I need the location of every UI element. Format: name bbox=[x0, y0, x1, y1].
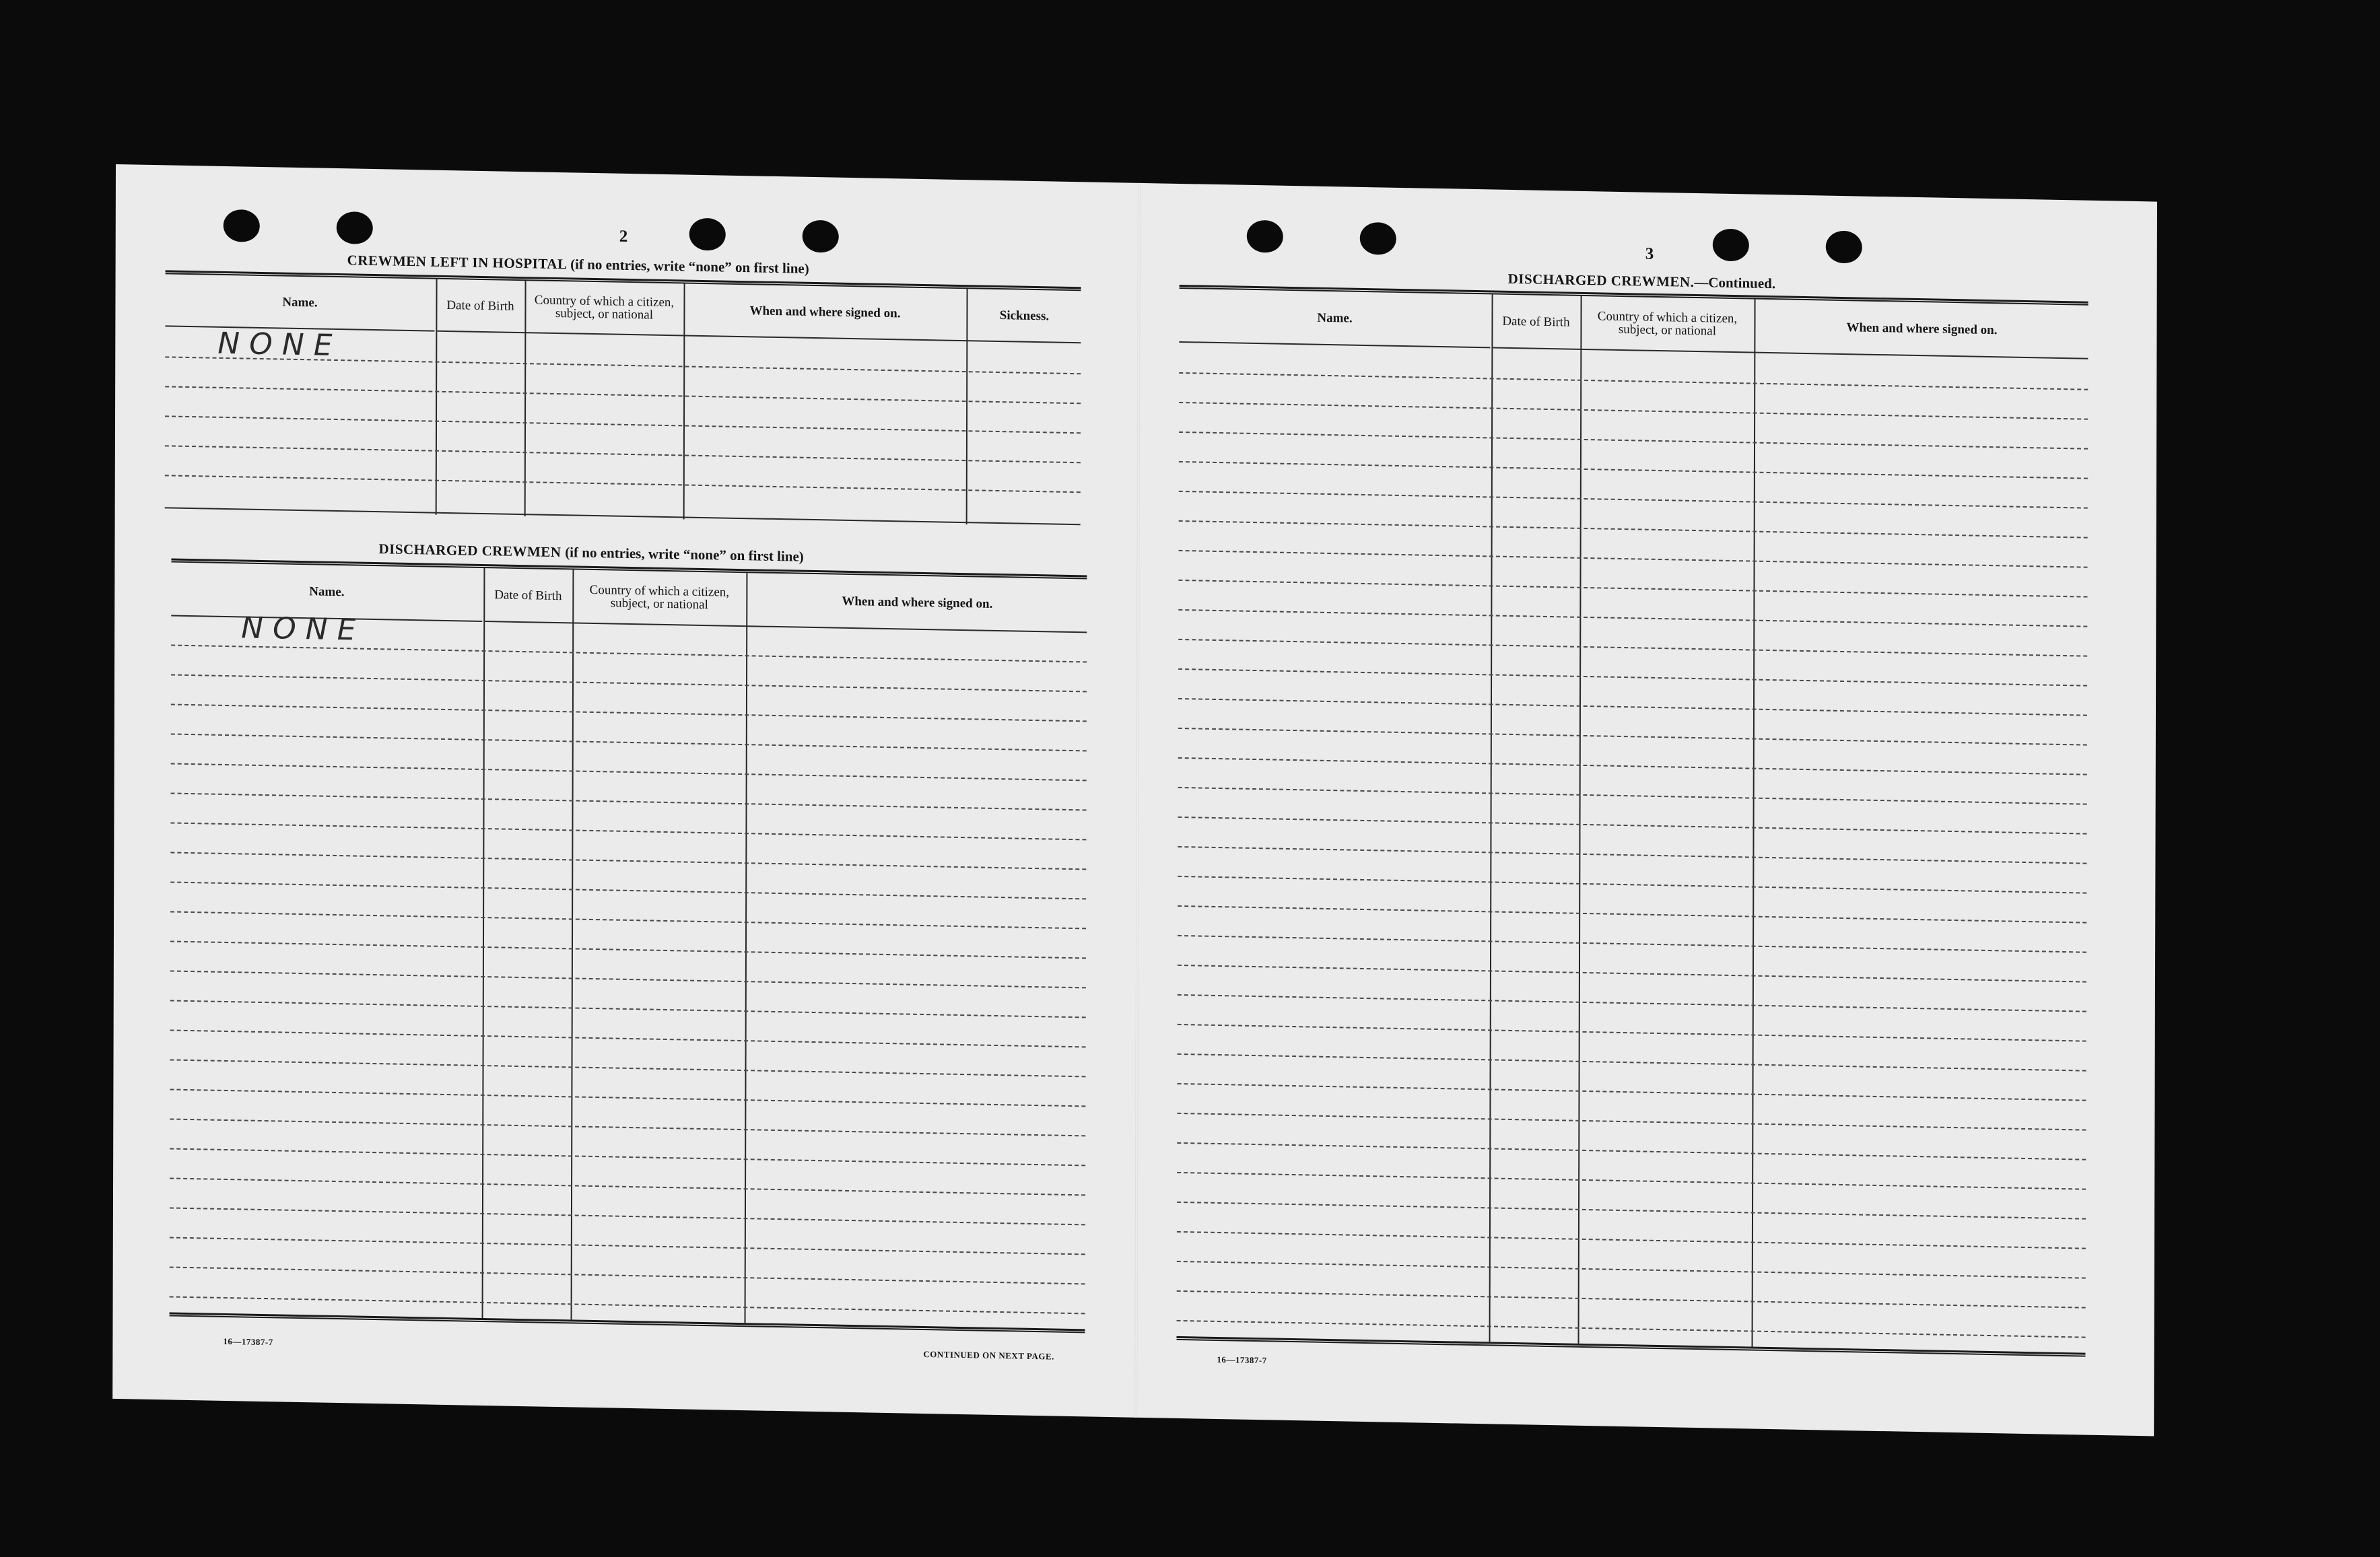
entry-line bbox=[1178, 905, 2086, 924]
entry-line bbox=[1177, 1142, 2086, 1161]
column-header-signed-on: When and where signed on. bbox=[1846, 320, 1998, 337]
punch-hole bbox=[803, 220, 839, 253]
hospital-section-title bbox=[347, 252, 809, 277]
column-header-date-of-birth: Date of Birth bbox=[1502, 314, 1570, 330]
entry-line bbox=[170, 1088, 1085, 1107]
section-title-note: (if no entries, write “none” on first line) bbox=[570, 256, 809, 277]
hospital-table bbox=[165, 270, 1081, 530]
entry-line bbox=[1178, 1053, 2086, 1072]
entry-line bbox=[170, 1296, 1085, 1314]
entry-line bbox=[165, 475, 1081, 493]
punch-hole bbox=[1826, 231, 1862, 264]
entry-line bbox=[170, 1029, 1086, 1047]
entry-line bbox=[170, 822, 1086, 840]
entry-line bbox=[1177, 1290, 2086, 1309]
table-bottom-rule bbox=[1176, 1336, 2085, 1357]
form-code: 16—17387-7 bbox=[223, 1336, 273, 1348]
column-header-sickness: Sickness. bbox=[999, 308, 1050, 323]
entry-line bbox=[1177, 1202, 2086, 1220]
section-title-note: (if no entries, write “none” on first line) bbox=[565, 544, 804, 565]
entry-line bbox=[1178, 698, 2087, 716]
entry-line bbox=[170, 1148, 1085, 1166]
page-number: 2 bbox=[619, 227, 628, 246]
entry-line bbox=[170, 970, 1086, 988]
entry-line bbox=[1178, 817, 2087, 835]
column-divider bbox=[1578, 296, 1582, 1344]
table-bottom-rule bbox=[170, 1312, 1085, 1333]
handwritten-entry: NONE bbox=[217, 326, 342, 364]
entry-line bbox=[171, 763, 1087, 781]
entry-line bbox=[165, 445, 1081, 463]
discharged-section-title bbox=[378, 541, 803, 565]
entry-line bbox=[1178, 935, 2086, 953]
column-header-name: Name. bbox=[1317, 310, 1353, 326]
section-title-text: DISCHARGED CREWMEN. bbox=[1507, 270, 1695, 290]
handwritten-entry: NONE bbox=[241, 611, 366, 648]
section-title-text: DISCHARGED CREWMEN bbox=[378, 541, 562, 561]
column-divider bbox=[1752, 300, 1756, 1347]
entry-line bbox=[1179, 402, 2088, 420]
entry-line bbox=[170, 911, 1086, 929]
entry-line bbox=[1179, 550, 2088, 568]
section-title-suffix: —Continued. bbox=[1694, 273, 1776, 292]
entry-line bbox=[170, 1266, 1085, 1284]
column-header-signed-on: When and where signed on. bbox=[842, 594, 993, 611]
entry-line bbox=[1177, 1083, 2086, 1101]
punch-hole bbox=[1360, 222, 1396, 255]
entry-line bbox=[1178, 876, 2086, 894]
entry-line bbox=[1178, 668, 2087, 687]
entry-line bbox=[1178, 580, 2087, 598]
punch-hole bbox=[689, 218, 726, 251]
table-bottom-rule bbox=[165, 507, 1081, 525]
entry-line bbox=[1177, 1172, 2086, 1190]
form-code: 16—17387-7 bbox=[1217, 1354, 1267, 1366]
entry-line bbox=[1178, 787, 2087, 805]
entry-line bbox=[171, 734, 1087, 752]
entry-line bbox=[1179, 491, 2088, 509]
entry-line bbox=[1177, 1113, 2086, 1131]
entry-line bbox=[170, 1118, 1085, 1136]
entry-line bbox=[170, 1207, 1085, 1225]
column-divider bbox=[1489, 294, 1493, 1342]
form-page-3 bbox=[1136, 183, 2157, 1437]
entry-line bbox=[1178, 846, 2086, 864]
page-number: 3 bbox=[1645, 244, 1654, 263]
entry-line bbox=[165, 386, 1081, 404]
section-title-text: CREWMEN LEFT IN HOSPITAL bbox=[347, 252, 567, 273]
entry-line bbox=[1178, 965, 2086, 983]
form-page-2 bbox=[112, 164, 1139, 1418]
column-header-country: Country of which a citizen, subject, or national bbox=[1597, 309, 1738, 339]
entry-line bbox=[171, 674, 1087, 693]
entry-line bbox=[1178, 639, 2087, 657]
punch-hole bbox=[337, 211, 373, 244]
column-header-name: Name. bbox=[282, 295, 318, 310]
entry-line bbox=[1179, 461, 2088, 479]
entry-line bbox=[170, 852, 1086, 870]
column-header-name: Name. bbox=[309, 584, 345, 599]
entry-line bbox=[1178, 994, 2086, 1012]
column-header-country: Country of which a citizen, subject, or national bbox=[534, 293, 675, 322]
entry-line bbox=[170, 1059, 1086, 1077]
punch-hole bbox=[1713, 228, 1749, 261]
column-header-country: Country of which a citizen, subject, or national bbox=[589, 582, 730, 613]
entry-line bbox=[1177, 1320, 2086, 1338]
entry-line bbox=[1178, 609, 2087, 627]
discharged-table bbox=[169, 559, 1087, 1347]
punch-hole bbox=[1247, 220, 1283, 253]
entry-line bbox=[170, 1237, 1085, 1255]
column-header-date-of-birth: Date of Birth bbox=[494, 587, 562, 603]
column-header-signed-on: When and where signed on. bbox=[749, 303, 901, 320]
entry-line bbox=[170, 940, 1086, 959]
entry-line bbox=[1179, 372, 2088, 390]
entry-line bbox=[1179, 520, 2088, 539]
scanned-form-sheet bbox=[112, 164, 2157, 1436]
discharged-continued-title bbox=[1508, 271, 1776, 292]
entry-line bbox=[171, 792, 1087, 810]
continued-note: CONTINUED ON NEXT PAGE. bbox=[923, 1348, 1054, 1362]
entry-line bbox=[1177, 1231, 2086, 1249]
entry-line bbox=[170, 1177, 1085, 1196]
column-header-date-of-birth: Date of Birth bbox=[446, 298, 514, 314]
entry-line bbox=[1178, 728, 2087, 746]
entry-line bbox=[1179, 431, 2088, 450]
entry-line bbox=[170, 881, 1086, 899]
discharged-continued-table bbox=[1176, 285, 2088, 1365]
entry-line bbox=[170, 1000, 1086, 1018]
entry-line bbox=[1178, 1024, 2086, 1042]
entry-line bbox=[171, 704, 1087, 722]
entry-line bbox=[1177, 1261, 2086, 1279]
entry-line bbox=[1178, 757, 2087, 775]
entry-line bbox=[165, 415, 1081, 434]
entry-line bbox=[171, 645, 1087, 663]
punch-hole bbox=[224, 209, 260, 242]
